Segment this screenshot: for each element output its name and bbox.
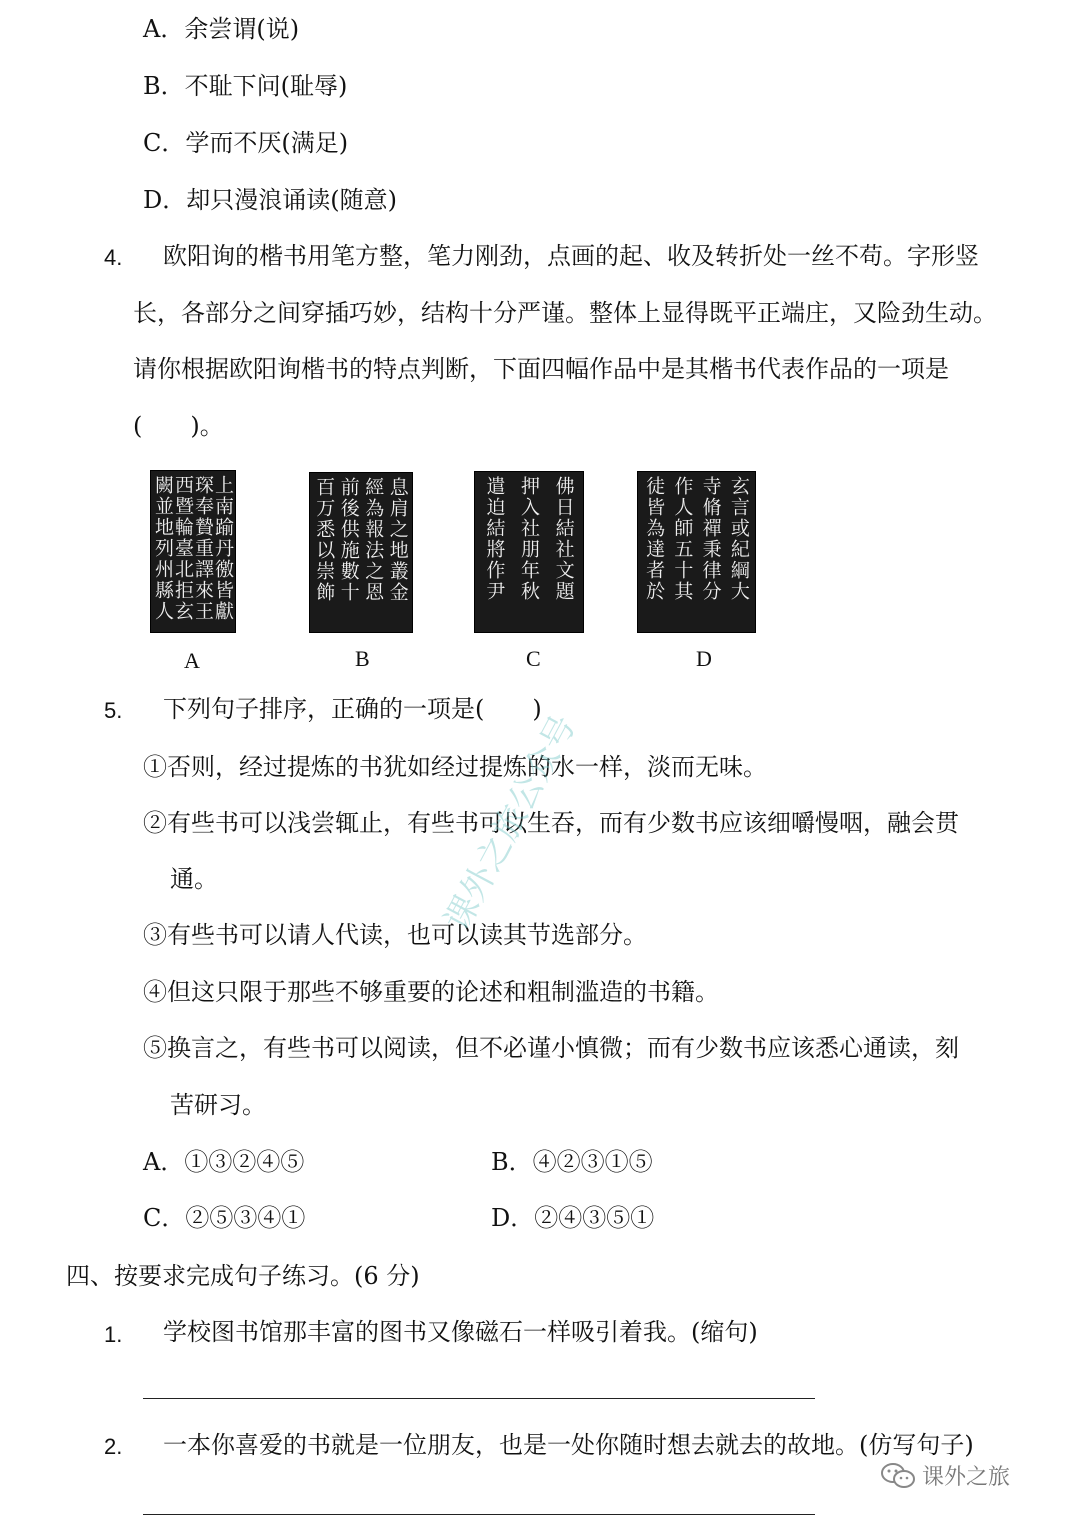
answer-line-1[interactable] — [143, 1398, 815, 1399]
image-label-d: D — [696, 646, 712, 671]
s4-item-1-text: 学校图书馆那丰富的图书又像磁石一样吸引着我。(缩句) — [163, 1318, 758, 1346]
watermark-text: 课外之旅公众号 — [437, 708, 585, 938]
s4-item-2-number: 2. — [104, 1434, 123, 1459]
calligraphy-image-c: 佛日結社文題 押入社朋年秋 遣迫結將作尹 — [474, 471, 584, 633]
q4-line-2: 长，各部分之间穿插巧妙，结构十分严谨。整体上显得既平正端庄，又险劲生动。 — [133, 299, 997, 327]
s4-item-1-number: 1. — [104, 1322, 123, 1347]
q5-number: 5. — [104, 698, 123, 723]
calligraphy-image-b: 息肩之地叢金 經為報法之恩 前後供施數十 百万悉以崇飾 — [309, 472, 413, 633]
q4-line-4: ( )。 — [133, 412, 224, 440]
section-4-heading: 四、按要求完成句子练习。(6 分) — [66, 1262, 420, 1290]
q5-sentence-3: ③有些书可以请人代读，也可以读其节选部分。 — [143, 921, 647, 949]
q3-option-a: A．余尝谓(说) — [143, 15, 300, 43]
q5-option-b: B．④②③①⑤ — [491, 1148, 653, 1176]
q5-sentence-5: ⑤换言之，有些书可以阅读，但不必谨小慎微；而有少数书应该悉心通读，刻 — [143, 1034, 959, 1062]
image-label-a: A — [184, 648, 200, 673]
s4-item-2-text: 一本你喜爱的书就是一位朋友，也是一处你随时想去就去的故地。(仿写句子) — [163, 1431, 974, 1459]
q5-stem: 下列句子排序，正确的一项是( ) — [163, 695, 542, 723]
q5-sentence-5-cont: 苦研习。 — [170, 1091, 266, 1119]
q5-sentence-2: ②有些书可以浅尝辄止，有些书可以生吞，而有少数书应该细嚼慢咽，融会贯 — [143, 809, 959, 837]
image-label-b: B — [355, 646, 370, 671]
q5-sentence-2-cont: 通。 — [170, 865, 218, 893]
q3-option-b: B．不耻下问(耻辱) — [143, 72, 348, 100]
q5-option-a: A．①③②④⑤ — [143, 1148, 305, 1176]
q5-option-d: D．②④③⑤① — [491, 1204, 655, 1232]
calligraphy-image-d: 玄言或紀綱大 寺脩禪秉律分 作人師五十其 徒皆為達者於 — [637, 471, 756, 633]
q4-line-3: 请你根据欧阳询楷书的特点判断，下面四幅作品中是其楷书代表作品的一项是 — [133, 355, 949, 383]
q3-option-d: D．却只漫浪诵读(随意) — [143, 186, 397, 214]
logo-text: 课外之旅 — [922, 1465, 1011, 1490]
q3-option-c: C．学而不厌(满足) — [143, 129, 349, 157]
answer-line-2[interactable] — [143, 1514, 815, 1515]
q4-number: 4. — [104, 245, 123, 270]
q5-sentence-1: ①否则，经过提炼的书犹如经过提炼的水一样，淡而无味。 — [143, 753, 767, 781]
calligraphy-image-a: 上南踰丹徼皆獻 琛奉贄重譯來王 西暨輪臺北拒玄 闕並地列州縣人 — [150, 470, 236, 633]
wechat-icon — [880, 1462, 916, 1490]
wechat-logo — [880, 1460, 1010, 1491]
q4-line-1: 欧阳询的楷书用笔方整，笔力刚劲，点画的起、收及转折处一丝不苟。字形竖 — [163, 242, 979, 270]
q5-option-c: C．②⑤③④① — [143, 1204, 306, 1232]
image-label-c: C — [526, 646, 541, 671]
q5-sentence-4: ④但这只限于那些不够重要的论述和粗制滥造的书籍。 — [143, 978, 719, 1006]
